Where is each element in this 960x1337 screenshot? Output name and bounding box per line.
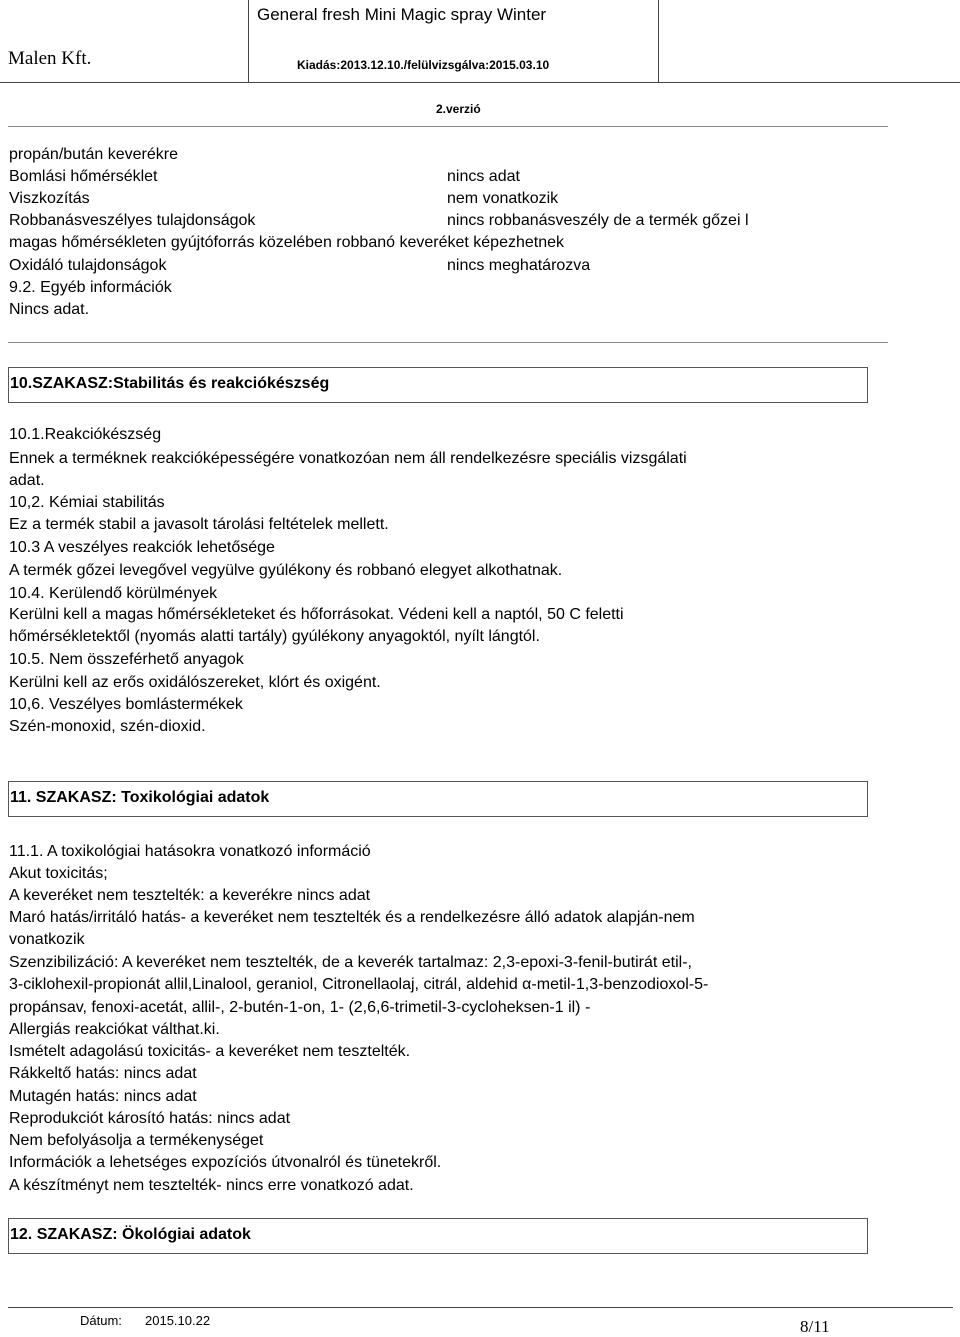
text-line: magas hőmérsékleten gyújtóforrás közelében robbanó keveréket képezhetnek — [9, 234, 564, 251]
text-line: Akut toxicitás; — [9, 865, 108, 882]
property-label: Bomlási hőmérséklet — [9, 168, 158, 185]
text-line: propánsav, fenoxi-acetát, allil-, 2-butén-1-on, 1- (2,6,6-trimetil-3-cycloheksen-1 il) - — [9, 999, 591, 1016]
issue-dates: Kiadás:2013.12.10./felülvizsgálva:2015.03.10 — [297, 58, 550, 72]
company-name: Malen Kft. — [8, 48, 92, 69]
text-line: Maró hatás/irritáló hatás- a keveréket nem tesztelték és a rendelkezésre álló adatok alapján-nem — [9, 909, 695, 926]
header-divider — [658, 0, 659, 82]
page-number: 8/11 — [800, 1317, 830, 1336]
section-title: 12. SZAKASZ: Ökológiai adatok — [10, 1226, 251, 1243]
property-label: Robbanásveszélyes tulajdonságok — [9, 212, 256, 229]
section-number: 10.SZAKASZ:Stabilitás és reakciókészség — [10, 375, 330, 392]
text-line: Információk a lehetséges expozíciós útvonalról és tünetekről. — [9, 1154, 442, 1171]
footer-date-label: Dátum: — [80, 1313, 122, 1328]
text-line: Nem befolyásolja a termékenységet — [9, 1132, 264, 1149]
subsection-heading: 10.5. Nem összeférhető anyagok — [9, 651, 244, 668]
subsection-heading: 10.4. Kerülendő körülmények — [9, 585, 218, 602]
subsection-heading: 10.1.Reakciókészség — [9, 426, 162, 443]
subsection-heading: 11.1. A toxikológiai hatásokra vonatkozó információ — [9, 843, 371, 860]
text-line: Allergiás reakciókat válthat.ki. — [9, 1021, 220, 1038]
subsection-heading: 10.3 A veszélyes reakciók lehetősége — [9, 539, 275, 556]
subsection-heading: 10,2. Kémiai stabilitás — [9, 494, 165, 511]
text-line: A keveréket nem tesztelték: a keverékre nincs adat — [9, 887, 371, 904]
header-divider — [248, 0, 249, 82]
text-line: adat. — [9, 472, 45, 489]
text-line: Reprodukciót károsító hatás: nincs adat — [9, 1110, 291, 1127]
section-title: 11. SZAKASZ: Toxikológiai adatok — [10, 789, 270, 806]
text-line: propán/bután keverékre — [9, 146, 178, 163]
divider — [8, 126, 888, 127]
text-line: hőmérsékletektől (nyomás alatti tartály) gyúlékony anyagoktól, nyílt lángtól. — [9, 628, 540, 645]
property-label: Viszkozítás — [9, 190, 90, 207]
section-title — [10, 375, 329, 393]
subsection-heading: 10,6. Veszélyes bomlástermékek — [9, 696, 243, 713]
property-value: nincs adat — [447, 168, 520, 185]
property-value: nem vonatkozik — [447, 190, 559, 207]
text-line: 3-ciklohexil-propionát allil,Linalool, geraniol, Citronellaolaj, citrál, aldehid α-metil-1,3-benzodioxol-5- — [9, 976, 709, 993]
text-line: Rákkeltő hatás: nincs adat — [9, 1065, 197, 1082]
text-line: Szenzibilizáció: A keveréket nem tesztelték, de a keverék tartalmaz: 2,3-epoxi-3-fenil-butirát etil-, — [9, 954, 692, 971]
property-value: nincs meghatározva — [447, 257, 591, 274]
text-line: Ismételt adagolású toxicitás- a keveréket nem tesztelték. — [9, 1043, 411, 1060]
text-line: Ennek a terméknek reakcióképességére vonatkozóan nem áll rendelkezésre speciális vizsgálati — [9, 450, 687, 467]
version-label: 2.verzió — [436, 102, 481, 116]
text-line: Szén-monoxid, szén-dioxid. — [9, 718, 206, 735]
text-line: Mutagén hatás: nincs adat — [9, 1088, 197, 1105]
subsection-heading: 9.2. Egyéb információk — [9, 279, 172, 296]
text-line: Nincs adat. — [9, 301, 90, 318]
text-line: A termék gőzei levegővel vegyülve gyúlékony és robbanó elegyet alkothatnak. — [9, 562, 563, 579]
property-label: Oxidáló tulajdonságok — [9, 257, 167, 274]
text-line: Kerülni kell a magas hőmérsékleteket és hőforrásokat. Védeni kell a naptól, 50 C feletti — [9, 606, 624, 623]
text-line: A készítményt nem tesztelték- nincs erre vonatkozó adat. — [9, 1177, 414, 1194]
product-name: General fresh Mini Magic spray Winter — [257, 5, 547, 24]
text-line: Ez a termék stabil a javasolt tárolási feltételek mellett. — [9, 516, 389, 533]
text-line: vonatkozik — [9, 931, 85, 948]
divider — [8, 342, 888, 343]
document-header — [0, 0, 960, 125]
property-value: nincs robbanásveszély de a termék gőzei l — [447, 212, 749, 229]
text-line: Kerülni kell az erős oxidálószereket, klórt és oxigént. — [9, 674, 381, 691]
header-divider — [0, 82, 960, 83]
footer-date: 2015.10.22 — [145, 1313, 211, 1328]
footer-divider — [8, 1307, 953, 1308]
